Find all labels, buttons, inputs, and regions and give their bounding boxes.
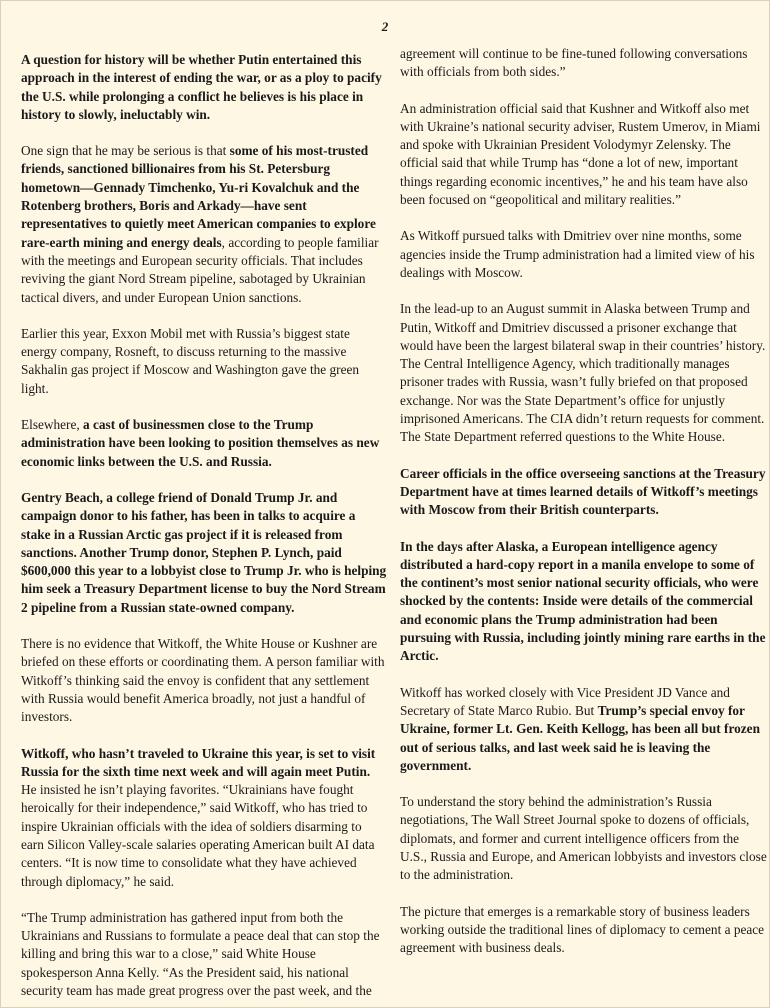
left-column xyxy=(21,51,387,1008)
bold-text: In the days after Alaska, a European intelligence agency distributed a hard-copy report in a manila envelope to some of the continent’s most senior national security officials, who were shocked by the contents: Inside were details of the commercial and economic plans the Trump administration had been pursuing with Russia, including jointly mining rare earths in the Arctic. xyxy=(400,538,766,664)
text-span: agreement will continue to be fine-tuned following conversations with officials from both sides.” xyxy=(400,46,748,80)
text-span: He insisted he isn’t playing favorites. “Ukrainians have fought heroically for their independence,” said Witkoff, who has tried to inspire Ukrainian officials with the idea of soldiers disarming to earn Silicon Valley-scale salaries operating American built AI data centers. “It is now time to consolidate what they have achieved through diplomacy,” he said. xyxy=(21,782,375,889)
paragraph xyxy=(400,227,768,282)
text-span: One sign that he may be serious is that xyxy=(21,143,230,159)
paragraph xyxy=(21,416,387,471)
text-span: To understand the story behind the administration’s Russia negotiations, The Wall Street Journal spoke to dozens of officials, diplomats, and former and current intelligence officers from the U.S., Russia and Europe, and American lobbyists and investors close to the administration. xyxy=(400,794,767,883)
text-span: Earlier this year, Exxon Mobil met with Russia’s biggest state energy company, Rosneft, to discuss returning to the massive Sakhalin gas project if Moscow and Washington gave the green light. xyxy=(21,325,360,396)
paragraph xyxy=(21,909,387,1000)
text-span: As Witkoff pursued talks with Dmitriev over nine months, some agencies inside the Trump administration had a limited view of his dealings with Moscow. xyxy=(400,228,755,280)
text-span: An administration official said that Kushner and Witkoff also met with Ukraine’s national security adviser, Rustem Umerov, in Miami and spoke with Ukrainian President Volodymyr Zelensky. The official said that while Trump has “done a lot of new, important things regarding economic incentives,” he and his team have also been focused on “geopolitical and military realities.” xyxy=(400,100,761,208)
bold-text: a cast of businessmen close to the Trump administration have been looking to position themselves as new economic links between the U.S. and Russia. xyxy=(21,417,380,469)
paragraph xyxy=(21,635,387,726)
text-span: , according to people familiar with the meetings and European security officials. That includes reviving the giant Nord Stream pipeline, sabotaged by Ukrainian tactical divers, and under European Union sanctions. xyxy=(21,234,379,305)
paragraph xyxy=(400,300,768,446)
paragraph xyxy=(400,100,768,210)
bold-text: Trump’s special envoy for Ukraine, former Lt. Gen. Keith Kellogg, has been all but frozen out of serious talks, and last week said he is leaving the government. xyxy=(400,702,760,773)
paragraph xyxy=(400,793,768,884)
paragraph xyxy=(400,538,768,666)
paragraph xyxy=(21,325,387,398)
paragraph xyxy=(400,684,768,775)
bold-text: Career officials in the office overseeing sanctions at the Treasury Department have at times learned details of Witkoff’s meetings with Moscow from their British counterparts. xyxy=(400,465,766,518)
paragraph xyxy=(400,903,768,958)
text-span: Elsewhere, xyxy=(21,417,84,433)
paragraph xyxy=(400,465,768,520)
bold-text: Gentry Beach, a college friend of Donald Trump Jr. and campaign donor to his father, has been in talks to acquire a stake in a Russian Arctic gas project if it is released from sanctions. Another Trump donor, Stephen P. Lynch, paid $600,000 this year to a lobbyist close to Trump Jr. who is helping him seek a Treasury Department license to buy the Nord Stream 2 pipeline from a Russian state-owned company. xyxy=(21,489,387,615)
paragraph xyxy=(21,142,387,307)
paragraph xyxy=(21,745,387,891)
paragraph xyxy=(21,489,387,617)
bold-text: Witkoff, who hasn’t traveled to Ukraine this year, is set to visit Russia for the sixth time next week and will again meet Putin. xyxy=(21,745,376,779)
bold-text: A question for history will be whether Putin entertained this approach in the interest of ending the war, or as a ploy to pacify the U.S. while prolonging a conflict he believes is his place in history to slowly, ineluctably win. xyxy=(21,52,382,122)
text-span: There is no evidence that Witkoff, the White House or Kushner are briefed on these efforts or coordinating them. A person familiar with Witkoff’s thinking said the envoy is confident that any settlement with Russia would benefit America broadly, not just a handful of investors. xyxy=(21,636,385,725)
text-span: “The Trump administration has gathered input from both the Ukrainians and Russians to formulate a peace deal that can stop the killing and bring this war to a close,” said White House spokesperson Anna Kelly. “As the President said, his national security team has made great progress over the past week, and the xyxy=(21,909,380,999)
paragraph xyxy=(21,51,387,124)
page-number: 2 xyxy=(381,19,389,34)
bold-text: some of his most-trusted friends, sanctioned billionaires from his St. Petersburg hometown—Gennady Timchenko, Yu-ri Kovalchuk and the Rotenberg brothers, Boris and Arkady—have sent representatives to quietly meet American companies to explore rare-earth mining and energy deals xyxy=(21,143,376,250)
paragraph xyxy=(400,45,768,82)
text-span: In the lead-up to an August summit in Alaska between Trump and Putin, Witkoff and Dmitriev discussed a prisoner exchange that would have been the largest bilateral swap in their countries’ history. The Central Intelligence Agency, which traditionally manages prisoner trades with Russia, wasn’t fully briefed on that proposed exchange. Nor was the State Department’s office for unjustly imprisoned Americans. The CIA didn’t return requests for comment. The State Department referred questions to the White House. xyxy=(400,301,766,445)
text-span: The picture that emerges is a remarkable story of business leaders working outside the traditional lines of diplomacy to cement a peace agreement with business deals. xyxy=(400,903,765,956)
text-span: Witkoff has worked closely with Vice President JD Vance and Secretary of State Marco Rubio. But xyxy=(400,684,730,718)
right-column xyxy=(400,45,768,975)
